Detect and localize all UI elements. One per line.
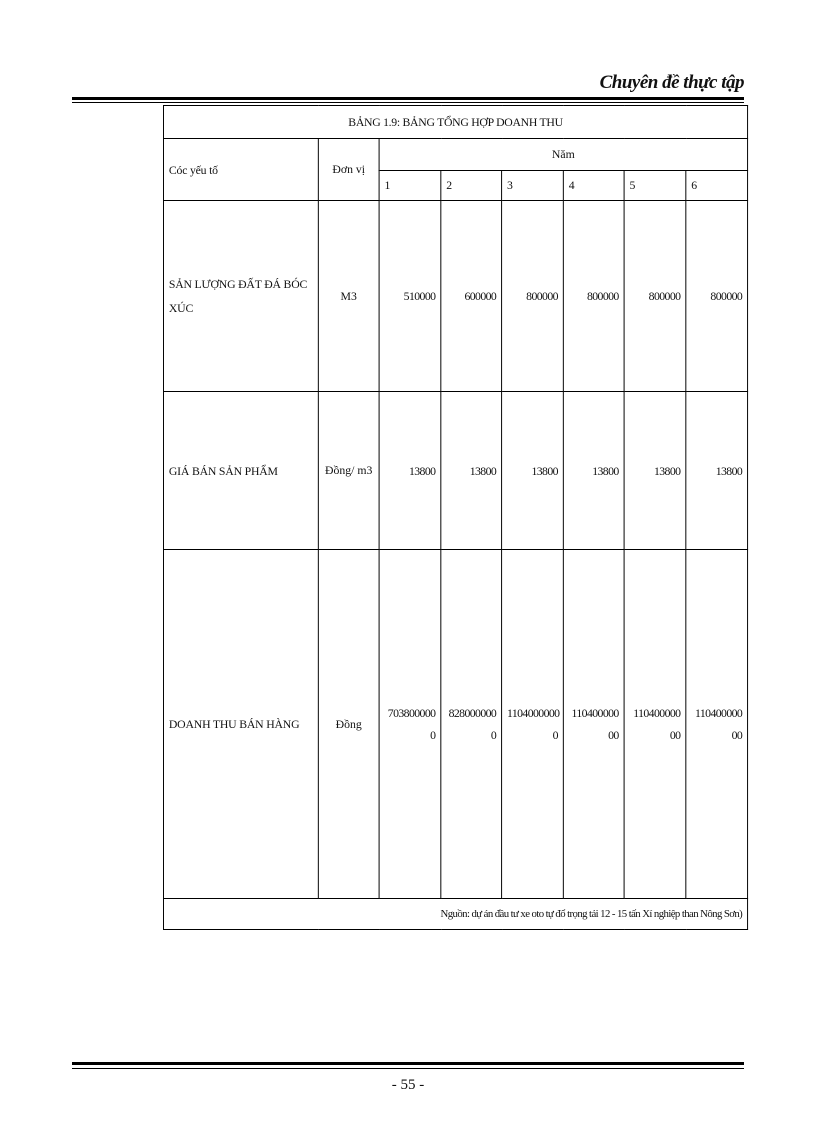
value-cell: 510000 — [379, 201, 441, 392]
value-cell: 13800 — [686, 392, 748, 550]
value-cell: 110400000 00 — [563, 550, 624, 899]
value-cell: 13800 — [441, 392, 502, 550]
value-cell: 110400000 00 — [686, 550, 748, 899]
header-unit: Đơn vị — [318, 139, 379, 201]
row-factor: GIÁ BÁN SẢN PHẨM — [163, 392, 318, 550]
header-year: 3 — [502, 171, 564, 201]
value-cell: 800000 — [502, 201, 564, 392]
header-year: 2 — [441, 171, 502, 201]
value-cell: 13800 — [502, 392, 564, 550]
value-cell: 703800000 0 — [379, 550, 441, 899]
value-cell: 800000 — [563, 201, 624, 392]
value-cell: 13800 — [624, 392, 686, 550]
page-number: - 55 - — [391, 1077, 425, 1093]
row-unit: M3 — [318, 201, 379, 392]
revenue-summary-table — [163, 105, 748, 930]
table-row — [163, 201, 747, 392]
footer-rule-thin — [72, 1068, 744, 1069]
row-unit: Đồng — [318, 550, 379, 899]
header-year: 5 — [624, 171, 686, 201]
row-factor-line: SẢN LƯỢNG ĐẤT ĐÁ BÓC — [168, 277, 308, 291]
value-cell: 13800 — [379, 392, 441, 550]
row-factor — [163, 201, 318, 392]
value-cell: 800000 — [686, 201, 748, 392]
header-rule-thick — [72, 97, 744, 100]
row-unit: Đồng/ m3 — [318, 392, 379, 550]
header-year: 6 — [686, 171, 748, 201]
header-year: 4 — [563, 171, 624, 201]
value-cell: 800000 — [624, 201, 686, 392]
header-factor: Cóc yếu tố — [163, 139, 318, 201]
value-cell: 13800 — [563, 392, 624, 550]
row-factor: DOANH THU BÁN HÀNG — [163, 550, 318, 899]
document-header-title: Chuyên đề thực tập — [599, 72, 744, 93]
footer-rule-thick — [72, 1062, 744, 1065]
value-cell: 600000 — [441, 201, 502, 392]
value-cell: 828000000 0 — [441, 550, 502, 899]
header-year-group: Năm — [379, 139, 747, 171]
table-row — [163, 550, 747, 899]
row-factor-line: XÚC — [168, 301, 194, 315]
table-row — [163, 392, 747, 550]
header-year: 1 — [379, 171, 441, 201]
value-cell: 1104000000 0 — [502, 550, 564, 899]
table-source-note: Nguồn: dự án đầu tư xe oto tự đổ trọng tải 12 - 15 tấn Xí nghiệp than Nông Sơn) — [163, 899, 747, 930]
table-title: BẢNG 1.9: BẢNG TỔNG HỢP DOANH THU — [163, 106, 747, 139]
value-cell: 110400000 00 — [624, 550, 686, 899]
header-rule-thin — [72, 102, 744, 103]
